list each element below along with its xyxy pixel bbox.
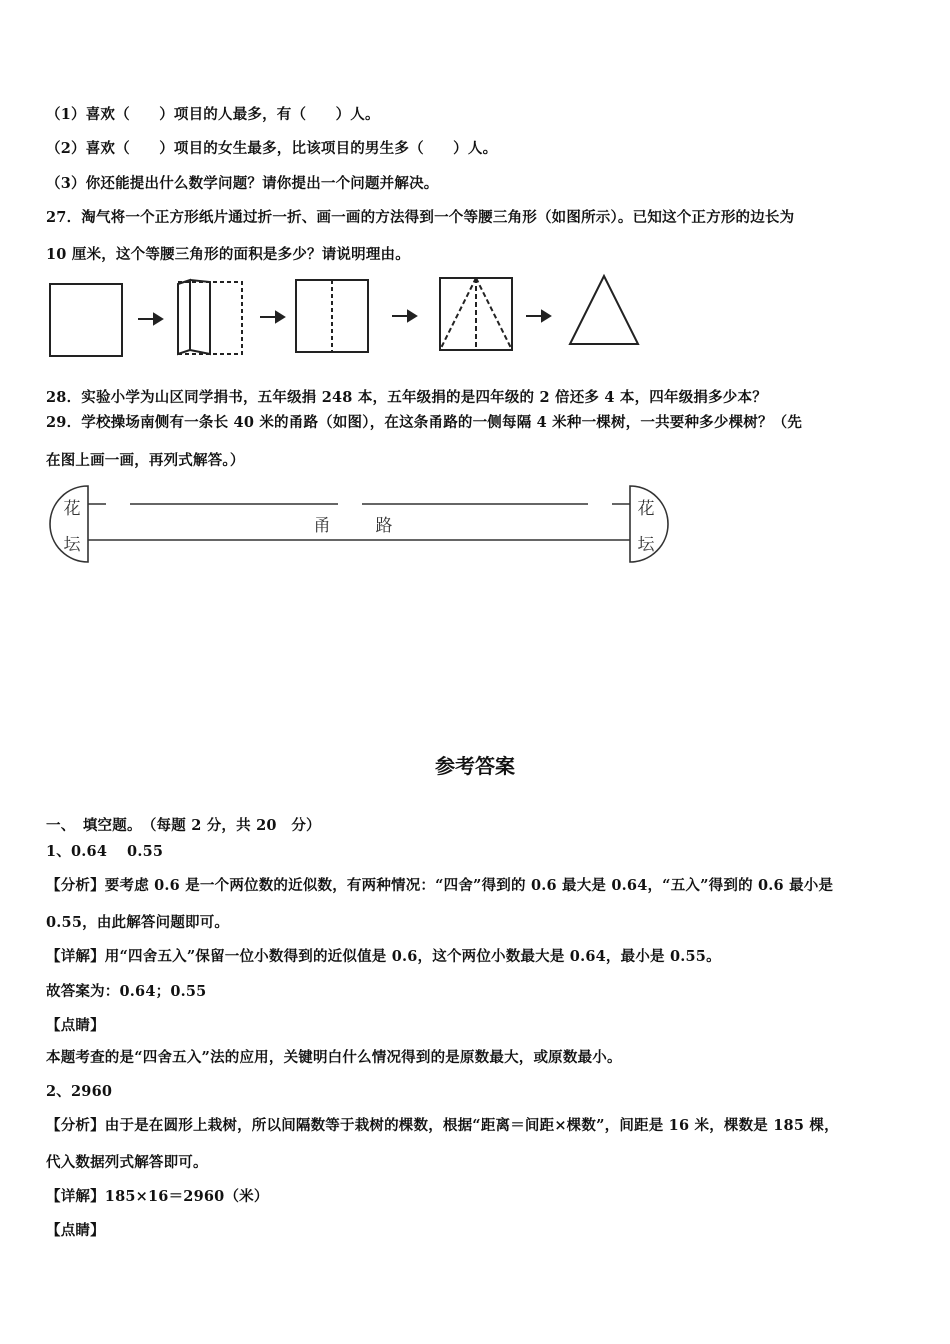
q27-line1: 27．淘气将一个正方形纸片通过折一折、画一画的方法得到一个等腰三角形（如图所示）。已知这个正方形的边长为 <box>46 209 795 226</box>
square-paper <box>50 284 122 356</box>
answer-1: 1、0.64 0.55 <box>46 843 164 860</box>
folded-square <box>296 280 368 352</box>
answer-2-comment-label: 【点睛】 <box>46 1222 105 1239</box>
section-heading: 一、 填空题。 （每题 2 分，共 20 分） <box>46 817 321 834</box>
answers-title: 参考答案 <box>435 754 515 778</box>
road-label-2: 路 <box>375 516 393 536</box>
answer-1-analysis: 【分析】要考虑 0.6 是一个两位数的近似数，有两种情况：“四舍”得到的 0.6 最大是 0.64，“五入”得到的 0.6 最小是 <box>46 877 834 894</box>
q26-part2: （2）喜欢（ ）项目的女生最多，比该项目的男生多（ ）人。 <box>46 140 498 157</box>
answer-1-analysis-cont: 0.55，由此解答问题即可。 <box>46 914 230 931</box>
answer-1-final: 故答案为：0.64；0.55 <box>46 983 207 1000</box>
left-bed-char-1: 花 <box>63 499 81 519</box>
answer-2-detail: 【详解】185×16＝2960（米） <box>46 1188 269 1205</box>
answer-1-comment: 本题考查的是“四舍五入”法的应用，关键明白什么情况得到的是原数最大，或原数最小。 <box>46 1049 622 1066</box>
right-bed-char-1: 花 <box>637 499 655 519</box>
isosceles-triangle <box>570 276 638 344</box>
q28: 28．实验小学为山区同学捐书，五年级捐 248 本，五年级捐的是四年级的 2 倍还多 4 本，四年级捐多少本？ <box>46 389 767 406</box>
folding-paper <box>178 280 242 354</box>
road-label-1: 甬 <box>313 516 331 536</box>
road-figure <box>40 482 680 567</box>
answer-1-comment-label: 【点睛】 <box>46 1017 105 1034</box>
q29-line2: 在图上画一画，再列式解答。） <box>46 452 245 469</box>
folding-figure <box>40 270 660 365</box>
answer-2-analysis-cont: 代入数据列式解答即可。 <box>46 1154 208 1171</box>
drawn-triangle-square <box>440 278 512 350</box>
answer-2: 2、2960 <box>46 1083 113 1100</box>
answer-1-detail: 【详解】用“四舍五入”保留一位小数得到的近似值是 0.6，这个两位小数最大是 0.64，最小是 0.55。 <box>46 948 721 965</box>
q27-line2: 10 厘米，这个等腰三角形的面积是多少？请说明理由。 <box>46 246 410 263</box>
q26-part1: （1）喜欢（ ）项目的人最多，有（ ）人。 <box>46 106 380 123</box>
q29-line1: 29．学校操场南侧有一条长 40 米的甬路（如图），在这条甬路的一侧每隔 4 米种一棵树，一共要种多少棵树？（先 <box>46 414 803 431</box>
q26-part3: （3）你还能提出什么数学问题？请你提出一个问题并解决。 <box>46 175 439 192</box>
answer-2-analysis: 【分析】由于是在圆形上栽树，所以间隔数等于栽树的棵数，根据“距离＝间距×棵数”，间距是 16 米，棵数是 185 棵， <box>46 1117 839 1134</box>
right-bed-char-2: 坛 <box>637 535 655 555</box>
left-bed-char-2: 坛 <box>63 535 81 555</box>
